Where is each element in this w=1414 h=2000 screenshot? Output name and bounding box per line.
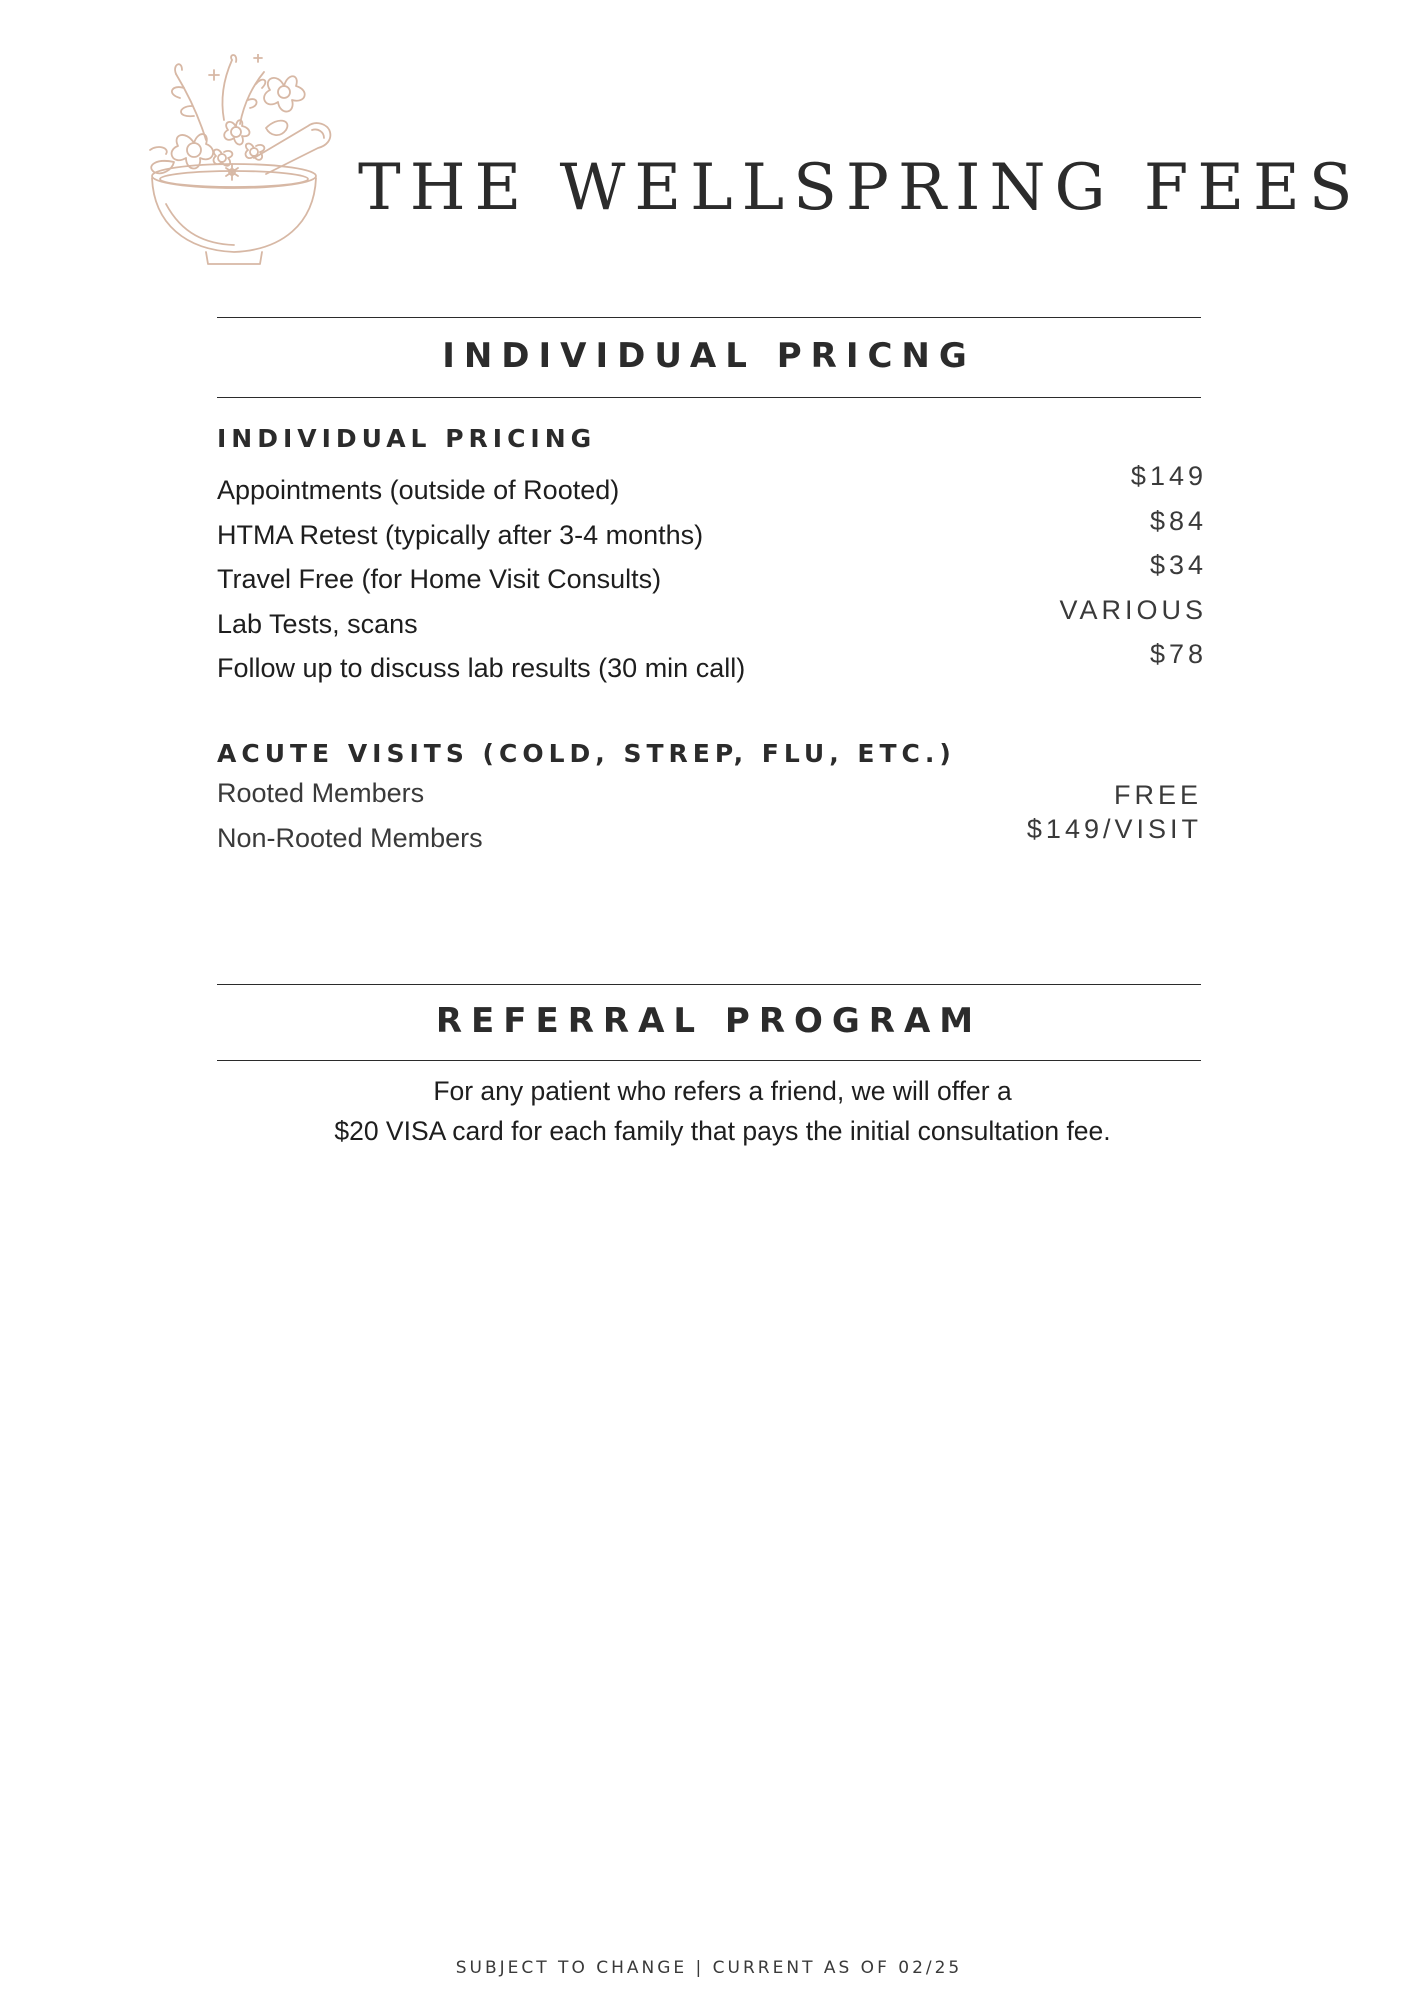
item-price: VARIOUS	[1059, 594, 1207, 625]
list-item	[217, 505, 1207, 562]
item-price: $78	[1149, 639, 1207, 669]
referral-line: $20 VISA card for each family that pays the initial consultation fee.	[334, 1116, 1111, 1146]
page-title: THE WELLSPRING FEES	[358, 151, 1362, 225]
footer-note: SUBJECT TO CHANGE | CURRENT AS OF 02/25	[455, 1958, 963, 1978]
item-price: FREE	[1113, 780, 1202, 810]
acute-visits-list	[217, 775, 1202, 864]
section-divider-top	[217, 317, 1201, 318]
item-price: $84	[1149, 505, 1207, 536]
item-label: Follow up to discuss lab results (30 min call)	[217, 653, 746, 683]
section-heading-referral: REFERRAL PROGRAM	[435, 1001, 983, 1041]
mortar-and-pestle-with-flowers-icon	[136, 54, 346, 270]
referral-line: For any patient who refers a friend, we will offer a	[433, 1076, 1012, 1106]
list-item	[217, 461, 1207, 517]
referral-description	[217, 1071, 1228, 1151]
list-item	[217, 813, 1202, 865]
subheading-acute-visits: ACUTE VISITS (COLD, STREP, FLU, ETC.)	[217, 739, 956, 768]
item-label: Travel Free (for Home Visit Consults)	[217, 564, 662, 594]
item-price: $149/VISIT	[1026, 813, 1202, 844]
subheading-individual-pricing: INDIVIDUAL PRICING	[217, 424, 597, 453]
item-label: HTMA Retest (typically after 3-4 months)	[217, 519, 704, 550]
section-divider-bottom	[217, 397, 1201, 398]
section-divider-bottom	[217, 1060, 1201, 1061]
list-item	[217, 594, 1207, 651]
individual-pricing-list	[217, 461, 1207, 695]
item-label: Appointments (outside of Rooted)	[217, 475, 620, 505]
item-label: Lab Tests, scans	[217, 608, 418, 639]
item-price: $34	[1149, 550, 1207, 580]
item-price: $149	[1130, 461, 1207, 491]
item-label: Non-Rooted Members	[217, 822, 483, 853]
list-item	[217, 639, 1207, 695]
item-label: Rooted Members	[217, 778, 425, 808]
section-divider-top	[217, 984, 1201, 985]
section-heading-individual: INDIVIDUAL PRICNG	[442, 336, 976, 376]
